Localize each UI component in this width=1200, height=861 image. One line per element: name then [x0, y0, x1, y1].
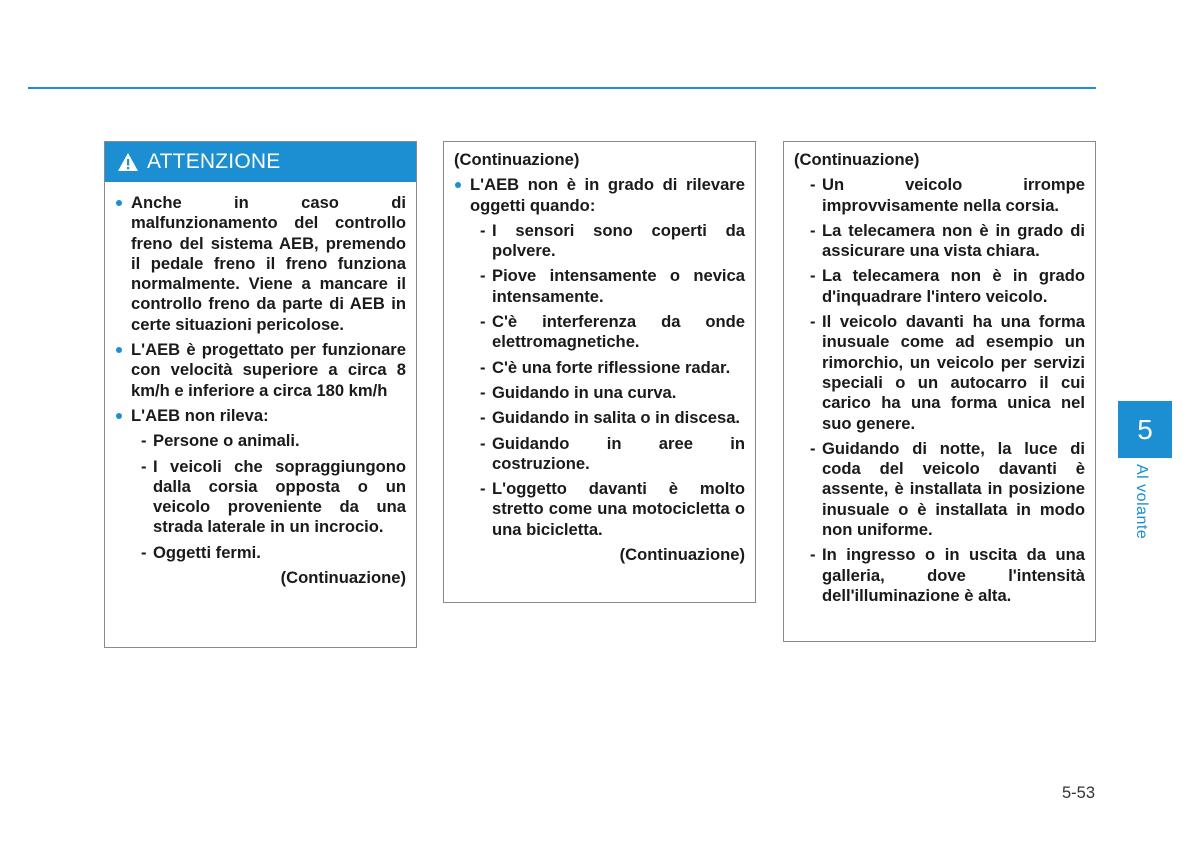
sub-item: - La telecamera non è in grado d'inquadrare l'intero veicolo. [810, 266, 1085, 306]
sub-item: - Guidando di notte, la luce di coda del veicolo davanti è assente, è installata in posizione inusuale o è installata in modo non uniforme. [810, 438, 1085, 540]
continuation-box [443, 141, 756, 603]
warning-triangle-icon [117, 152, 139, 172]
continuation-box [783, 141, 1096, 642]
sub-item: - Guidando in salita o in discesa. [480, 408, 741, 428]
sub-item: - L'oggetto davanti è molto stretto come una motocicletta o una bicicletta. [480, 479, 745, 539]
chapter-label: Al volante [1133, 464, 1150, 540]
warning-header [105, 142, 416, 182]
sub-item: - I sensori sono coperti da polvere. [480, 220, 745, 261]
sub-item: - Il veicolo davanti ha una forma inusuale come ad esempio un rimorchio, un veicolo per servizi speciali o un autocarro il cui carico ha una forma unica nel suo genere. [810, 312, 1085, 433]
warning-box [104, 141, 417, 648]
sub-item: - Guidando in una curva. [480, 382, 677, 402]
sub-item: - Piove intensamente o nevica intensamente. [480, 266, 745, 306]
continued-note: (Continuazione) [619, 545, 745, 565]
sub-item: - Un veicolo irrompe improvvisamente nella corsia. [810, 175, 1085, 215]
page-number: 5-53 [1061, 784, 1095, 802]
list-item: L'AEB non è in grado di rilevare oggetti quando: [454, 175, 745, 216]
sub-item: - In ingresso o in uscita da una galleria, dove l'intensità dell'illuminazione è alta. [810, 545, 1085, 605]
sub-item: - Persone o animali. [141, 431, 300, 451]
list-item: L'AEB è progettato per funzionare con velocità superiore a circa 8 km/h e inferiore a circa 180 km/h [115, 340, 406, 401]
chapter-tab: 5 [1118, 401, 1172, 458]
sub-item: - I veicoli che sopraggiungono dalla corsia opposta o un veicolo proveniente da una strada laterale in un incrocio. [141, 456, 406, 537]
continued-heading: (Continuazione) [794, 150, 920, 169]
warning-title: ATTENZIONE [147, 150, 281, 173]
sub-item: - Oggetti fermi. [141, 542, 261, 562]
list-item: Anche in caso di malfunzionamento del controllo freno del sistema AEB, premendo il pedale freno il freno funziona normalmente. Viene a mancare il controllo freno da parte di AEB in certe situazioni pericolose. [115, 193, 406, 335]
continued-heading: (Continuazione) [454, 150, 580, 169]
sub-item: - Guidando in aree in costruzione. [480, 433, 745, 473]
top-rule [28, 87, 1096, 89]
sub-item: - C'è interferenza da onde elettromagnetiche. [480, 312, 745, 352]
sub-item: - C'è una forte riflessione radar. [480, 357, 731, 377]
sub-item: - La telecamera non è in grado di assicurare una vista chiara. [810, 220, 1085, 261]
continued-note: (Continuazione) [280, 568, 406, 588]
list-item: L'AEB non rileva: [115, 406, 406, 426]
